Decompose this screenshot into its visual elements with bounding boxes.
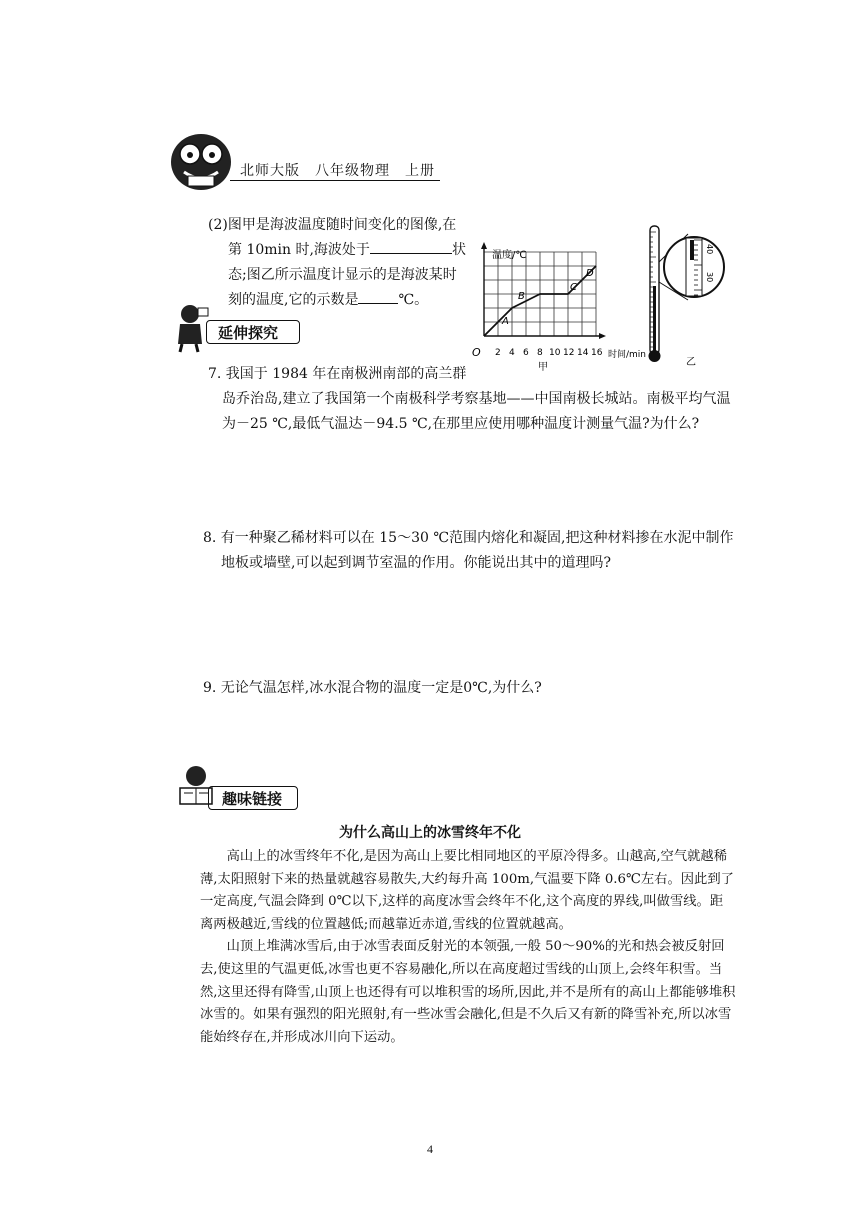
x-tick-label: 4 xyxy=(509,348,515,358)
q2-block xyxy=(208,213,468,313)
graph-point-labels xyxy=(501,268,594,327)
q8-line2: 地板或墙壁,可以起到调节室温的作用。你能说出其中的道理吗? xyxy=(221,555,611,571)
q7-block xyxy=(208,362,748,437)
graph-origin: O xyxy=(472,346,481,359)
mag-label-40: 40 xyxy=(705,244,714,255)
x-tick-label: 12 xyxy=(563,348,575,358)
header-title: 北师大版 八年级物理 上册 xyxy=(240,163,435,179)
q2-line3: 态;图乙所示温度计显示的是海波某时 xyxy=(228,267,457,283)
point-label-A: A xyxy=(502,316,509,327)
article-body xyxy=(200,846,736,1049)
graph-y-arrow xyxy=(481,242,487,249)
article-paragraph-2: 山顶上堆满冰雪后,由于冰雪表面反射光的本领强,一般 50～90%的光和热会被反射回去,使这里的气温更低,冰雪也更不容易融化,所以在高度超过雪线的山顶上,会终年积雪。当然,这里还得有降雪,山顶上也还得有可以堆积雪的场所,因此,并不是所有的高山上都能够堆积冰雪的。如果有强烈的阳光照射,有一些冰雪会融化,但是不久后又有新的降雪补充,所以冰雪能始终存在,并形成冰川向下运动。 xyxy=(200,939,736,1045)
thermometer-caption: 乙 xyxy=(686,357,696,368)
thermometer-figure xyxy=(638,222,728,372)
magnified-liquid xyxy=(690,240,694,260)
x-tick-label: 14 xyxy=(577,348,589,358)
q2-blank-state[interactable] xyxy=(370,239,452,254)
q9-block xyxy=(203,676,748,701)
q8-line1: 8. 有一种聚乙稀材料可以在 15～30 ℃范围内熔化和凝固,把这种材料掺在水泥中制作 xyxy=(203,530,734,546)
graph-xlabel: 时间/min xyxy=(608,350,647,360)
q2-line4: 刻的温度,它的示数是 ℃。 xyxy=(208,288,468,313)
article-paragraph-1: 高山上的冰雪终年不化,是因为高山上要比相同地区的平原冷得多。山越高,空气就越稀薄,太阳照射下来的热量就越容易散失,大约每升高 100m,气温要下降 0.6℃左右。因此到了一定高度,气温会降到 0℃以下,这样的高度冰雪会终年不化,这个高度的界线,叫做雪线。距离两极越近,雪线的位置越低;而越靠近赤道,雪线的位置就越高。 xyxy=(200,849,734,932)
header-mascot-icon xyxy=(168,128,234,192)
x-tick-label: 6 xyxy=(523,348,529,358)
q8-block xyxy=(203,526,748,576)
extension-section-title: 延伸探究 xyxy=(218,324,279,342)
graph-caption: 甲 xyxy=(538,362,548,373)
article-title: 为什么高山上的冰雪终年不化 xyxy=(339,825,521,841)
graph-x-ticks xyxy=(495,348,603,358)
fun-section-title: 趣味链接 xyxy=(222,790,283,808)
point-label-D: D xyxy=(586,268,594,279)
point-label-B: B xyxy=(518,291,525,302)
q2-blank-reading[interactable] xyxy=(358,289,398,304)
graph-x-arrow xyxy=(599,333,606,339)
point-label-C: C xyxy=(570,282,577,293)
x-tick-label: 16 xyxy=(591,348,603,358)
page-number: 4 xyxy=(427,1142,433,1156)
x-tick-label: 8 xyxy=(537,348,543,358)
q7-line3: 为－25 ℃,最低气温达－94.5 ℃,在那里应使用哪种温度计测量气温?为什么? xyxy=(222,416,700,432)
q9-line1: 9. 无论气温怎样,冰水混合物的温度一定是0℃,为什么? xyxy=(203,680,542,696)
x-tick-label: 2 xyxy=(495,348,501,358)
x-tick-label: 10 xyxy=(549,348,561,358)
thermometer-bulb xyxy=(649,350,661,362)
q2-line1: (2)图甲是海波温度随时间变化的图像,在 xyxy=(208,217,457,233)
q2-line2: 第 10min 时,海波处于 状 xyxy=(208,238,468,263)
graph-ylabel: 温度/℃ xyxy=(492,250,527,261)
q7-line2: 岛乔治岛,建立了我国第一个南极科学考察基地——中国南极长城站。南极平均气温 xyxy=(222,391,731,407)
mag-label-30: 30 xyxy=(705,272,714,283)
header-divider xyxy=(230,180,440,181)
q7-line1: 7. 我国于 1984 年在南极洲南部的高兰群 xyxy=(208,366,467,382)
